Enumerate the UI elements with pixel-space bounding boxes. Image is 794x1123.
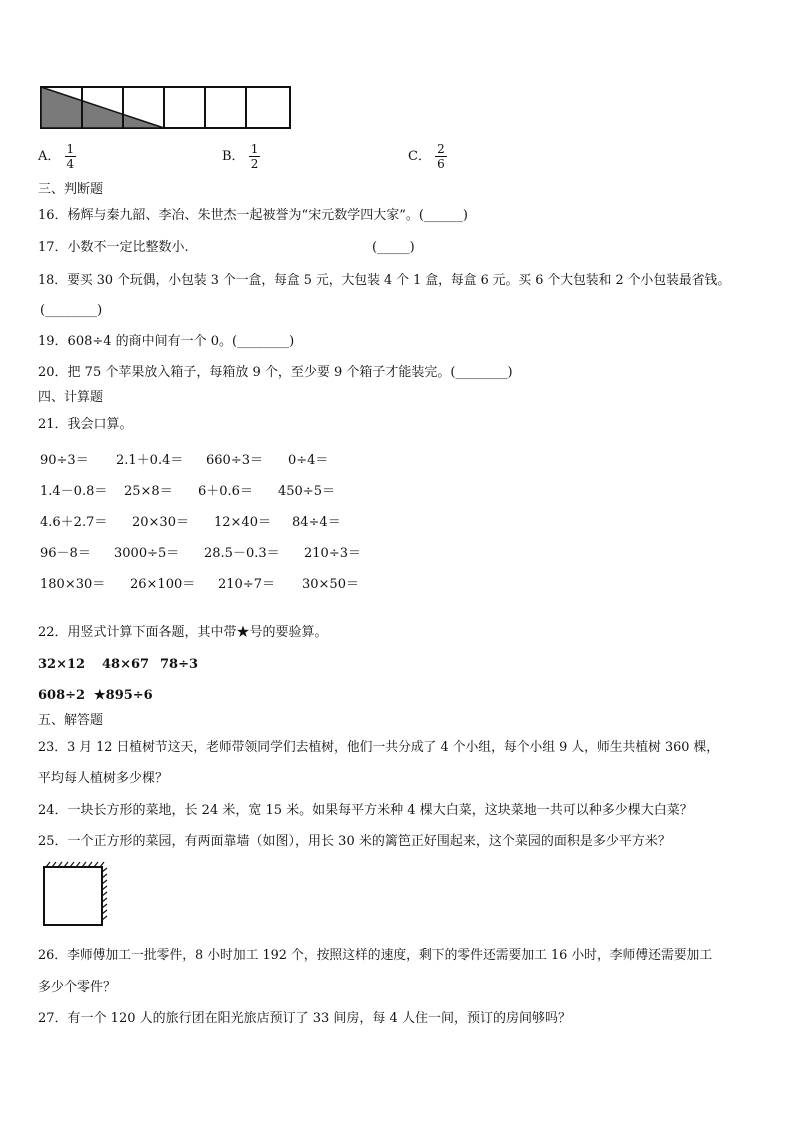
option-c-label: C． (408, 149, 431, 164)
question-22: 22．用竖式计算下面各题，其中带★号的要验算。 (38, 625, 328, 640)
question-23: 23．3 月 12 日植树节这天，老师带领同学们去植树，他们一共分成了 4 个小组，每个小组 9 人，师生共植树 360 棵， (38, 740, 720, 755)
question-17: 17．小数不一定比整数小. (38, 240, 189, 255)
question-16: 16．杨辉与秦九韶、李冶、朱世杰一起被誉为“宋元数学四大家”。(______) (38, 208, 468, 223)
option-b[interactable] (222, 142, 260, 171)
oral-calc-item: 30×50＝ (302, 577, 359, 592)
oral-calc-item: 26×100＝ (130, 577, 196, 592)
oral-calc-item: 0÷4＝ (288, 453, 329, 468)
option-b-fraction: $\frac{1}{2}$ (250, 142, 259, 171)
question-20: 20．把 75 个苹果放入箱子，每箱放 9 个，至少要 9 个箱子才能装完。(________) (38, 365, 513, 380)
oral-calc-item: 12×40＝ (214, 515, 271, 530)
question-24: 24．一块长方形的菜地，长 24 米，宽 15 米。如果每平方米种 4 棵大白菜，这块菜地一共可以种多少棵大白菜？ (38, 803, 693, 818)
garden-figure (40, 860, 110, 930)
section-judge-heading: 三、判断题 (38, 182, 104, 197)
question-23-cont: 平均每人植树多少棵？ (38, 771, 169, 786)
option-a[interactable] (38, 142, 76, 171)
oral-calc-item: 210÷7＝ (218, 577, 275, 592)
option-a-label: A． (38, 149, 61, 164)
option-c-fraction: $\frac{2}{6}$ (437, 142, 445, 171)
bar-cell (205, 87, 246, 128)
oral-calc-item: 20×30＝ (132, 515, 189, 530)
question-26-cont: 多少个零件？ (38, 980, 117, 995)
question-19: 19．608÷4 的商中间有一个 0。(________) (38, 334, 295, 349)
oral-calc-item: 1.4－0.8＝ (40, 484, 108, 499)
oral-calc-item: 2.1＋0.4＝ (116, 453, 184, 468)
oral-calc-item: 25×8＝ (124, 484, 173, 499)
question-27: 27．有一个 120 人的旅行团在阳光旅店预订了 33 间房，每 4 人住一间，预订的房间够吗？ (38, 1011, 571, 1026)
oral-calc-item: 28.5－0.3＝ (204, 546, 280, 561)
oral-calc-item: 96－8＝ (40, 546, 91, 561)
oral-calc-item: 6＋0.6＝ (198, 484, 253, 499)
bar-cell (164, 87, 205, 128)
fraction-bar-figure (40, 86, 292, 130)
question-25: 25．一个正方形的菜园，有两面靠墙（如图），用长 30 米的篱笆正好围起来，这个菜园的面积是多少平方米？ (38, 834, 671, 849)
vertical-calc-item: 48×67 (102, 657, 150, 672)
section-solve-heading: 五、解答题 (38, 713, 104, 728)
oral-calc-item: 4.6＋2.7＝ (40, 515, 108, 530)
question-18-answer-blank[interactable]: (________) (40, 303, 103, 318)
vertical-calc-item: 608÷2 (38, 688, 86, 703)
option-c[interactable] (408, 142, 447, 171)
bar-cell (246, 87, 290, 128)
option-b-label: B． (222, 149, 245, 164)
oral-calc-item: 660÷3＝ (206, 453, 263, 468)
oral-calc-item: 180×30＝ (40, 577, 106, 592)
section-calc-heading: 四、计算题 (38, 390, 104, 405)
oral-calc-item: 210÷3＝ (304, 546, 361, 561)
question-26: 26．李师傅加工一批零件，8 小时加工 192 个，按照这样的速度，剩下的零件还需要加工 16 小时，李师傅还需要加工 (38, 948, 713, 963)
garden-square (44, 867, 102, 925)
vertical-calc-item: ★895÷6 (94, 688, 153, 703)
oral-calc-item: 450÷5＝ (278, 484, 335, 499)
vertical-calc-item: 32×12 (38, 657, 86, 672)
question-17-answer-blank[interactable]: (_____) (372, 240, 415, 255)
oral-calc-item: 90÷3＝ (40, 453, 89, 468)
vertical-calc-item: 78÷3 (160, 657, 199, 672)
option-a-fraction: $\frac{1}{4}$ (66, 142, 75, 171)
question-18: 18．要买 30 个玩偶，小包装 3 个一盒，每盒 5 元，大包装 4 个 1 盒，每盒 6 元。买 6 个大包装和 2 个小包装最省钱。 (38, 273, 731, 288)
oral-calc-item: 84÷4＝ (292, 515, 341, 530)
oral-calc-item: 3000÷5＝ (114, 546, 180, 561)
question-21: 21．我会口算。 (38, 417, 133, 432)
